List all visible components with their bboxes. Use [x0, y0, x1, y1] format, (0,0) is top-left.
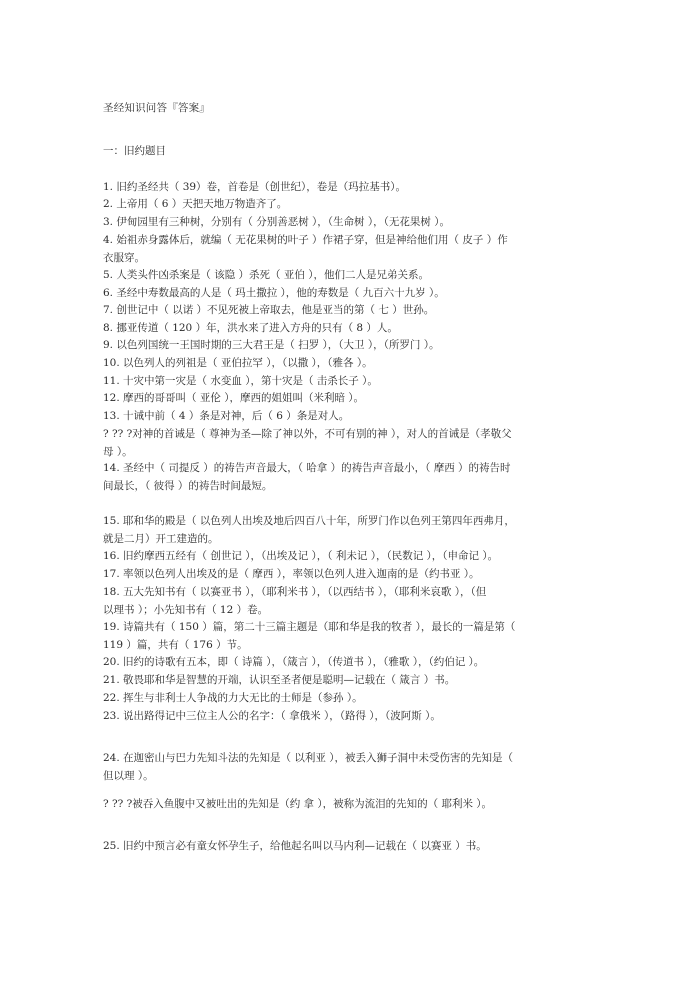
question-line: 12. 摩西的哥哥叫（ 亚伦 ），摩西的姐姐叫（米利暗 ）。 [103, 392, 365, 404]
question-line: 但以理 ）。 [103, 769, 154, 782]
question-item [103, 285, 603, 303]
question-item [103, 708, 603, 726]
question-line: 就是二月）开工建造的。 [103, 532, 219, 545]
question-item [103, 320, 603, 338]
question-line: 1. 旧约圣经共（ 39）卷，首卷是（创世纪），卷是（玛拉基书）。 [103, 181, 407, 193]
question-item [103, 672, 603, 690]
question-line: 17. 率领以色列人出埃及的是（ 摩西 ），率领以色列人进入迦南的是（约书亚 ）。 [103, 568, 480, 580]
question-line: 13. 十诫中前（ 4 ）条是对神，后（ 6 ）条是对人。 [103, 410, 350, 422]
question-line: 4. 始祖赤身露体后，就编（ 无花果树的叶子 ）作裙子穿，但是神给他们用（ 皮子 ）作 [103, 234, 508, 246]
question-line: 18. 五大先知书有（ 以赛亚书 ），（耶利米书 ），（以西结书 ），（耶利米哀歌 ），（但 [103, 586, 487, 598]
question-item [103, 214, 603, 232]
question-line: ? ?? ?被吞入鱼腹中又被吐出的先知是（约 拿 ），被称为流泪的先知的（ 耶利米 ）。 [103, 798, 493, 810]
question-item [103, 750, 603, 785]
question-line: 2. 上帝用（ 6 ）天把天地万物造齐了。 [103, 198, 288, 210]
question-item [103, 196, 603, 214]
section-heading: 一：旧约题目 [103, 145, 166, 157]
question-item [103, 838, 603, 856]
question-line: 15. 耶和华的殿是（ 以色列人出埃及地后四百八十年，所罗门作以色列王第四年西弗月， [103, 515, 515, 527]
question-item [103, 179, 603, 197]
question-line: 6. 圣经中寿数最高的人是（ 玛土撒拉 ），他的寿数是（ 九百六十九岁 ）。 [103, 287, 445, 299]
question-item [103, 355, 603, 373]
question-item [103, 548, 603, 566]
document-title: 圣经知识问答『答案』 [103, 102, 210, 114]
question-item [103, 373, 603, 391]
question-item [103, 654, 603, 672]
question-line: 14. 圣经中（ 司提反 ）的祷告声音最大，（ 哈拿 ）的祷告声音最小，（ 摩西 ）的祷告时 [103, 462, 511, 474]
question-line: 3. 伊甸园里有三种树，分别有（ 分别善恶树 ），（生命树 ），（无花果树 ）。 [103, 216, 450, 228]
question-item [103, 302, 603, 320]
question-item [103, 460, 603, 495]
question-item [103, 513, 603, 548]
question-item [103, 232, 603, 267]
question-line: 20. 旧约的诗歌有五本，即（ 诗篇 ），（箴言 ），（传道书 ），（雅歌 ），（约伯记 ）。 [103, 656, 485, 668]
question-item [103, 337, 603, 355]
question-line: 5. 人类头件凶杀案是（ 该隐 ）杀死（ 亚伯 ），他们二人是兄弟关系。 [103, 269, 429, 281]
question-item [103, 584, 603, 619]
question-line: 衣服穿。 [103, 251, 145, 264]
question-item [103, 390, 603, 408]
question-line: 10. 以色列人的列祖是（ 亚伯拉罕 ），（以撒 ），（雅各 ）。 [103, 357, 373, 369]
question-item [103, 796, 603, 814]
question-item [103, 408, 603, 426]
question-item [103, 619, 603, 654]
question-line: ? ?? ?对神的首诫是（ 尊神为圣—除了神以外，不可有别的神 ），对人的首诫是（孝敬父 [103, 428, 512, 440]
question-item [103, 267, 603, 285]
question-line: 以理书 ）；小先知书有（ 12 ）卷。 [103, 603, 269, 616]
question-item [103, 690, 603, 708]
question-line: 母 ）。 [103, 445, 133, 458]
question-line: 21. 敬畏耶和华是智慧的开端，认识至圣者便是聪明—记载在（ 箴言 ）书。 [103, 674, 456, 686]
question-line: 7. 创世记中（ 以诺 ）不见死被上帝取去，他是亚当的第（ 七 ）世孙。 [103, 304, 435, 316]
question-line: 11. 十灾中第一灾是（ 水变血 ），第十灾是（ 击杀长子 ）。 [103, 375, 378, 387]
question-line: 25. 旧约中预言必有童女怀孕生子，给他起名叫以马内利—记载在（ 以赛亚 ）书。 [103, 840, 487, 852]
question-line: 间最长，（ 彼得 ）的祷告时间最短。 [103, 479, 273, 492]
question-item [103, 566, 603, 584]
question-item [103, 426, 603, 461]
question-line: 119 ）篇，共有（ 176 ）节。 [103, 638, 248, 651]
question-line: 19. 诗篇共有（ 150 ）篇，第二十三篇主题是（耶和华是我的牧者 ），最长的一篇是第（ [103, 621, 516, 633]
question-line: 9. 以色列国统一王国时期的三大君王是（ 扫罗 ），（大卫 ），（所罗门 ）。 [103, 339, 440, 351]
question-line: 23. 说出路得记中三位主人公的名字：（ 拿俄米 ），（路得 ），（波阿斯 ）。 [103, 710, 441, 722]
question-line: 16. 旧约摩西五经有（ 创世记 ），（出埃及记 ），（ 利未记 ），（民数记 ），（申命记 ）。 [103, 550, 499, 562]
question-line: 8. 挪亚传道（ 120 ）年，洪水来了进入方舟的只有（ 8 ）人。 [103, 322, 398, 334]
question-line: 24. 在迦密山与巴力先知斗法的先知是（ 以利亚 ），被丢入狮子洞中未受伤害的先知是（ [103, 752, 513, 764]
question-line: 22. 挥生与非利士人争战的力大无比的士师是（参孙 ）。 [103, 692, 363, 704]
